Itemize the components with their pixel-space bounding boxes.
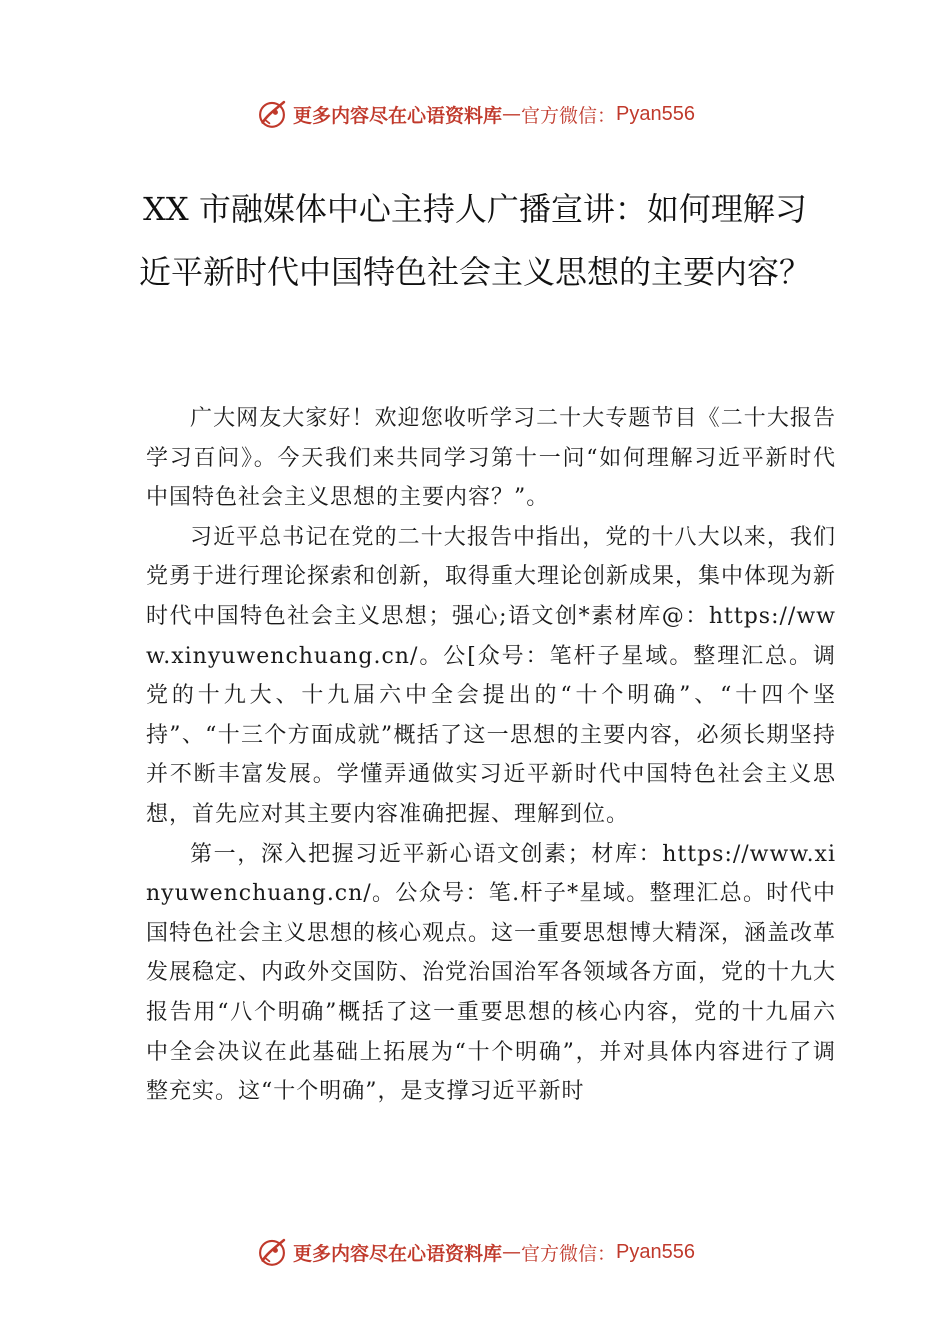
brush-pen-logo-icon — [255, 97, 289, 131]
document-title: XX 市融媒体中心主持人广播宣讲：如何理解习近平新时代中国特色社会主义思想的主要内容？ — [138, 190, 811, 291]
watermark-brand: 更多内容尽在心语资料库 — [293, 104, 503, 127]
paragraph-3: 第一，深入把握习近平新心语文创素；材库：https://www.xinyuwenchuang.cn/。公众号：笔.杆子*星域。整理汇总。时代中国特色社会主义思想的核心观点。这一重要思想博大精深，涵盖改革发展稳定、内政外交国防、治党治国治军各领域各方面，党的十九大报告用“八个明确”概括了这一重要思想的核心内容，党的十九届六中全会决议在此基础上拓展为“十个明确”，并对具体内容进行了调整充实。这“十个明确”，是支撑习近平新时 — [146, 841, 837, 1105]
watermark-wechat-id: Pyan556 — [616, 102, 695, 125]
watermark-separator: — — [502, 103, 522, 125]
watermark-wechat-label: 官方微信： — [521, 1242, 617, 1265]
watermark-banner-bottom — [0, 1232, 950, 1272]
brush-pen-logo-icon — [255, 1235, 289, 1269]
paragraph-1: 广大网友大家好！欢迎您收听学习二十大专题节目《二十大报告学习百问》。今天我们来共同学习第十一问“如何理解习近平新时代中国特色社会主义思想的主要内容？”。 — [146, 406, 836, 511]
watermark-banner-top — [0, 94, 950, 134]
watermark-wechat-id: Pyan556 — [616, 1240, 695, 1263]
paragraph-2: 习近平总书记在党的二十大报告中指出，党的十八大以来，我们党勇于进行理论探索和创新，取得重大理论创新成果，集中体现为新时代中国特色社会主义思想；强心;语文创*素材库@：https://www.xinyuwenchuang.cn/。公[众号：笔杆子星域。整理汇总。调党的十九大、十九届六中全会提出的“十个明确”、“十四个坚持”、“十三个方面成就”概括了这一思想的主要内容，必须长期坚持并不断丰富发展。学懂弄通做实习近平新时代中国特色社会主义思想，首先应对其主要内容准确把握、理解到位。 — [146, 524, 837, 827]
watermark-separator: — — [502, 1241, 522, 1263]
document-body — [146, 399, 836, 1112]
watermark-brand: 更多内容尽在心语资料库 — [293, 1242, 503, 1265]
watermark-wechat-label: 官方微信： — [521, 104, 617, 127]
